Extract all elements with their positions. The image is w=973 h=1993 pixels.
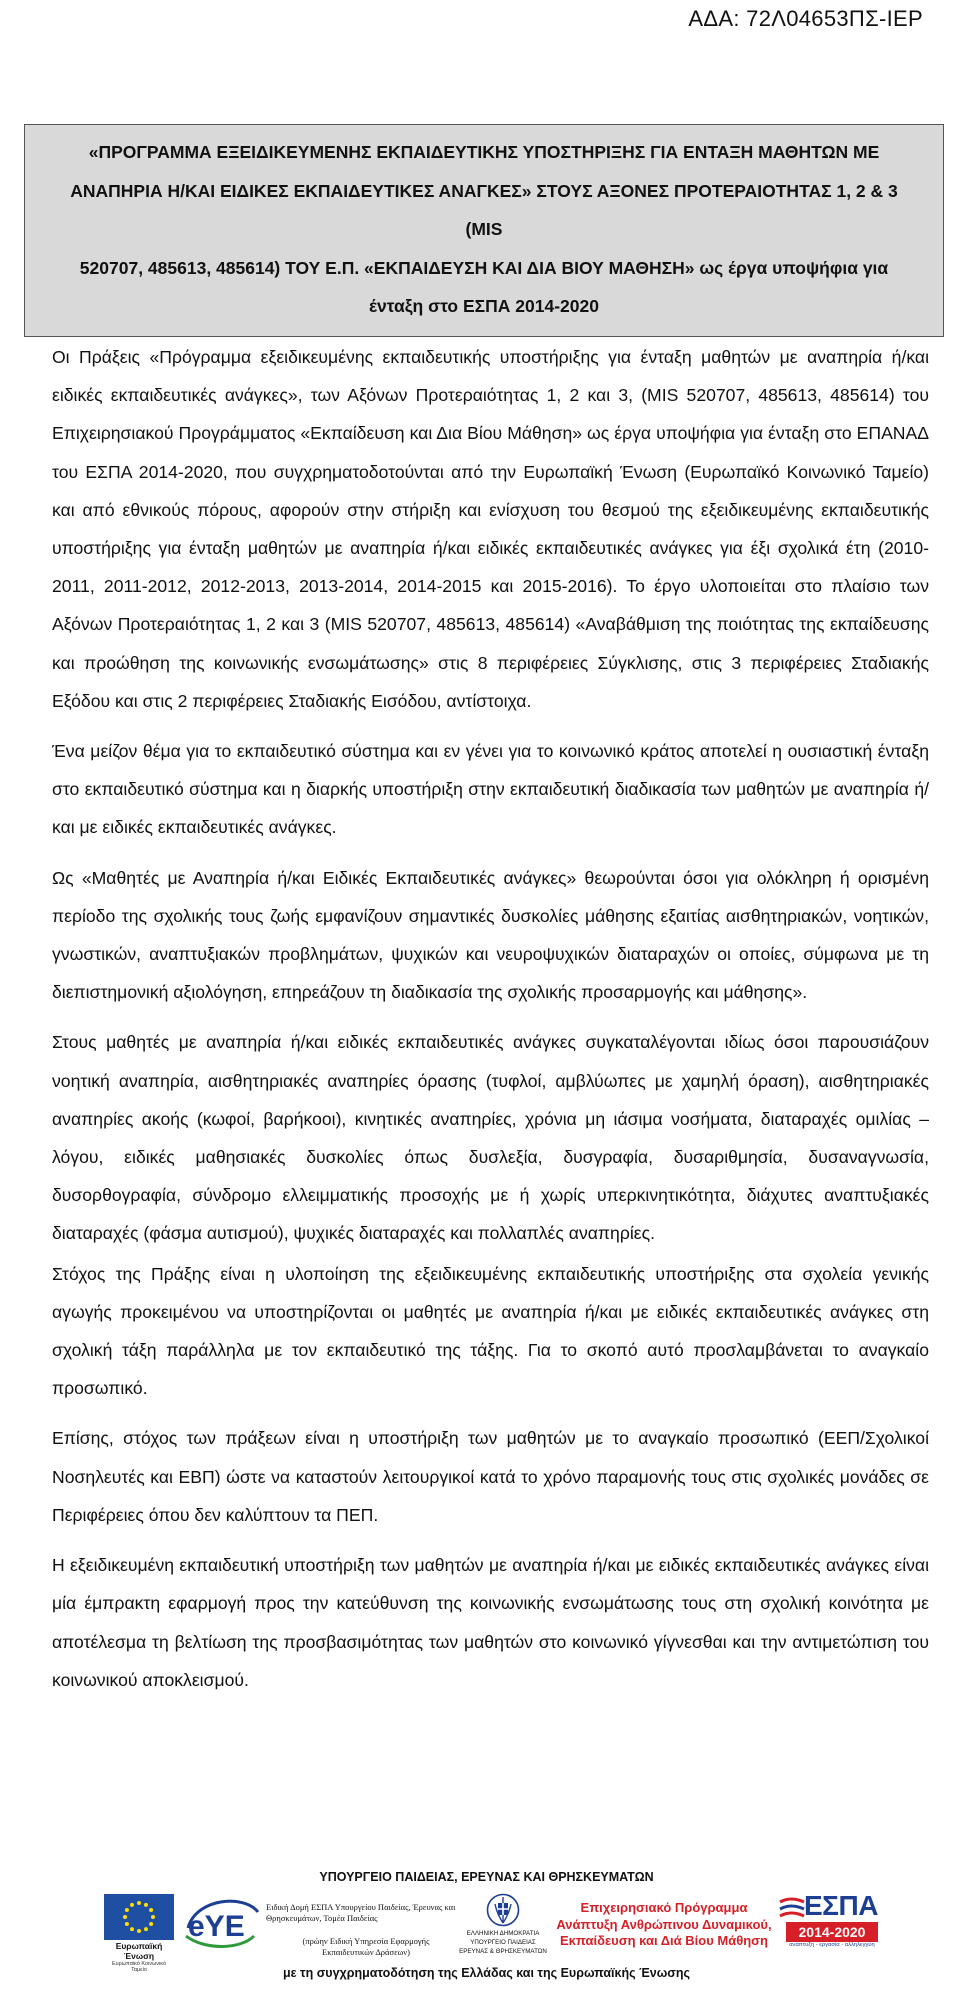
espa-flag-icon (778, 1892, 806, 1922)
paragraph-staff: Επίσης, στόχος των πράξεων είναι η υποστήριξη των μαθητών με το αναγκαίο προσωπικό (ΕΕΠ/Σχολικοί Νοσηλευτές και ΕΒΠ) ώστε να καταστούν λειτουργικοί κατά το χρόνο παραμονής τους στις σχολικές μονάδες σε Περιφέρειες όπου δεν καλύπτουν τα ΠΕΠ. (52, 1428, 929, 1525)
op-line-2: Ανάπτυξη Ανθρώπινου Δυναμικού, (556, 1916, 772, 1932)
title-box (24, 124, 944, 337)
gr-line-3: ΕΡΕΥΝΑΣ & ΘΡΗΣΚΕΥΜΑΤΩΝ (459, 1948, 547, 1956)
ministry-heading: ΥΠΟΥΡΓΕΙΟ ΠΑΙΔΕΙΑΣ, ΕΡΕΥΝΑΣ ΚΑΙ ΘΡΗΣΚΕΥΜΑΤΩΝ (319, 1870, 654, 1884)
eu-logo (104, 1894, 174, 1973)
paragraph-intro: Οι Πράξεις «Πρόγραμμα εξειδικευμένης εκπαιδευτικής υποστήριξης για ένταξη μαθητών με αναπηρία ή/και ειδικές εκπαιδευτικές ανάγκες», των Αξόνων Προτεραιότητας 1, 2 και 3, (MIS 520707, 485613, 485614) του Επιχειρησιακού Προγράμματος «Εκπαίδευση και Δια Βίου Μάθηση» ως έργα υποψήφια για ένταξη στο ΕΠΑΝΑΔ του ΕΣΠΑ 2014-2020, που συγχρηματοδοτούνται από την Ευρωπαϊκή Ένωση (Ευρωπαϊκό Κοινωνικό Ταμείο) και από εθνικούς πόρους, αφορούν στην στήριξη και ενίσχυση του θεσμού της εξειδικευμένης εκπαιδευτικής υποστήριξης για ένταξη μαθητών με αναπηρία ή/και ειδικές εκπαιδευτικές ανάγκες για έξι σχολικά έτη (2010-2011, 2011-2012, 2012-2013, 2013-2014, 2014-2015 και 2015-2016). Το έργο υλοποιείται στο πλαίσιο των Αξόνων Προτεραιότητας 1, 2 και 3 (MIS 520707, 485613, 485614) «Αναβάθμιση της ποιότητας της εκπαίδευσης και προώθηση της κοινωνικής ενσωμάτωσης» στις 8 περιφέρειες Σύγκλισης, στις 3 περιφέρειες Σταδιακής Εξόδου και στις 2 περιφέρειες Σταδιακής Εισόδου, αντίστοιχα. (52, 347, 929, 711)
esf-caption: Ευρωπαϊκό Κοινωνικό Ταμείο (111, 1961, 167, 1973)
espa-years: 2014-2020 (786, 1922, 878, 1942)
op-line-1: Επιχειρησιακό Πρόγραμμα (580, 1900, 748, 1915)
title-line: ένταξη στο ΕΣΠΑ 2014-2020 (369, 296, 599, 316)
eu-caption: Ευρωπαϊκή Ένωση (115, 1941, 163, 1961)
eye-logo (182, 1892, 482, 1958)
eu-flag-icon (104, 1894, 174, 1940)
title-line: ΑΝΑΠΗΡΙΑ Η/ΚΑΙ ΕΙΔΙΚΕΣ ΕΚΠΑΙΔΕΥΤΙΚΕΣ ΑΝΑΓΚΕΣ» ΣΤΟΥΣ ΑΞΟΝΕΣ ΠΡΟΤΕΡΑΙΟΤΗΤΑΣ 1, 2 & 3 (MIS (70, 180, 898, 239)
eye-paren-text: (πρώην Ειδική Υπηρεσία Εφαρμογής Εκπαιδευτικών Δράσεων) (302, 1936, 430, 1957)
paragraph-inclusion: Η εξειδικευμένη εκπαιδευτική υποστήριξη των μαθητών με αναπηρία ή/και με ειδικές εκπαιδευτικές ανάγκες είναι μία έμπρακτη εφαρμογή προς την κατεύθυνση της κοινωνικής ενσωμάτωσης τους στη σχολική κοινότητα με αποτέλεσμα τη βελτίωση της προσβασιμότητας των μαθητών στο κοινωνικό γίγνεσθαι και την αντιμετώπιση του κοινωνικού αποκλεισμού. (52, 1555, 929, 1690)
footer-logos (0, 1862, 973, 1993)
hellenic-republic-logo (448, 1892, 558, 1956)
op-line-3: Εκπαίδευση και Διά Βίου Μάθηση (559, 1933, 769, 1948)
gr-line-2: ΥΠΟΥΡΓΕΙΟ ΠΑΙΔΕΙΑΣ (470, 1939, 536, 1947)
paragraph-categories: Στους μαθητές με αναπηρία ή/και ειδικές εκπαιδευτικές ανάγκες συγκαταλέγονται ιδίως όσοι παρουσιάζουν νοητική αναπηρία, αισθητηριακές αναπηρίες όρασης (τυφλοί, αμβλύωπες με χαμηλή όραση), αισθητηριακές αναπηρίες ακοής (κωφοί, βαρήκοοι), κινητικές αναπηρίες, χρόνια μη ιάσιμα νοσήματα, διαταραχές ομιλίας – λόγου, ειδικές μαθησιακές δυσκολίες όπως δυσλεξία, δυσγραφία, δυσαριθμησία, δυσαναγνωσία, δυσορθογραφία, σύνδρομο ελλειμματικής προσοχής με ή χωρίς υπερκινητικότητα, διάχυτες αναπτυξιακές διαταραχές (φάσμα αυτισμού), ψυχικές διαταραχές και πολλαπλές αναπηρίες. (52, 1032, 929, 1244)
operational-programme-logo (555, 1900, 773, 1950)
paragraph-definition: Ως «Μαθητές με Αναπηρία ή/και Ειδικές Εκπαιδευτικές ανάγκες» θεωρούνται όσοι για ολόκληρη ή ορισμένη περίοδο της σχολικής τους ζωής εμφανίζουν σημαντικές δυσκολίες μάθησης εξαιτίας αισθητηριακών, νοητικών, γνωστικών, αναπτυξιακών προβλημάτων, ψυχικών και νευροψυχικών διαταραχών οι οποίες, σύμφωνα με τη διεπιστημονική αξιολόγηση, επηρεάζουν τη διαδικασία της σχολικής προσαρμογής και μάθησης». (52, 867, 929, 1003)
eye-logo-mark: eYE (188, 1910, 245, 1943)
body-text (52, 338, 929, 1711)
title-line: «ΠΡΟΓΡΑΜΜΑ ΕΞΕΙΔΙΚΕΥΜΕΝΗΣ ΕΚΠΑΙΔΕΥΤΙΚΗΣ ΥΠΟΣΤΗΡΙΞΗΣ ΓΙΑ ΕΝΤΑΞΗ ΜΑΘΗΤΩΝ ΜΕ (88, 142, 880, 162)
ada-code: ΑΔΑ: 72Λ04653ΠΣ-ΙΕΡ (688, 6, 923, 31)
paragraph-goal: Στόχος της Πράξης είναι η υλοποίηση της εξειδικευμένης εκπαιδευτικής υποστήριξης στα σχολεία γενικής αγωγής προκειμένου να υποστηρίζονται οι μαθητές με αναπηρία ή/και με ειδικές εκπαιδευτικές ανάγκες στη σχολική τάξη παράλληλα με τον εκπαιδευτικό της τάξης. Για το σκοπό αυτό προσλαμβάνεται το αναγκαίο προσωπικό. (52, 1263, 929, 1399)
eye-intro-text: Ειδική Δομή ΕΣΠΑ Υπουργείου Παιδείας, Έρευνας και Θρησκευμάτων, Τομέα Παιδείας (266, 1902, 456, 1923)
eye-logo-icon (182, 1892, 262, 1954)
paragraph-issue: Ένα μείζον θέμα για το εκπαιδευτικό σύστημα και εν γένει για το κοινωνικό κράτος αποτελεί η ουσιαστική ένταξη στο εκπαιδευτικό σύστημα και η διαρκής υποστήριξη στην εκπαιδευτική διαδικασία των μαθητών με αναπηρία ή/και με ειδικές εκπαιδευτικές ανάγκες. (52, 741, 929, 838)
gr-line-1: ΕΛΛΗΝΙΚΗ ΔΗΜΟΚΡΑΤΙΑ (466, 1930, 540, 1937)
espa-word: ΕΣΠΑ (804, 1890, 878, 1921)
cofunding-note: με τη συγχρηματοδότηση της Ελλάδας και της Ευρωπαϊκής Ένωσης (283, 1966, 690, 1980)
espa-slogan: ανάπτυξη - εργασία - αλληλεγγύη (789, 1942, 875, 1948)
espa-logo (778, 1892, 878, 1948)
title-line: 520707, 485613, 485614) ΤΟΥ Ε.Π. «ΕΚΠΑΙΔΕΥΣΗ ΚΑΙ ΔΙΑ ΒΙΟΥ ΜΑΘΗΣΗ» ως έργα υποψήφια για (79, 257, 889, 278)
greek-emblem-icon (486, 1892, 520, 1928)
